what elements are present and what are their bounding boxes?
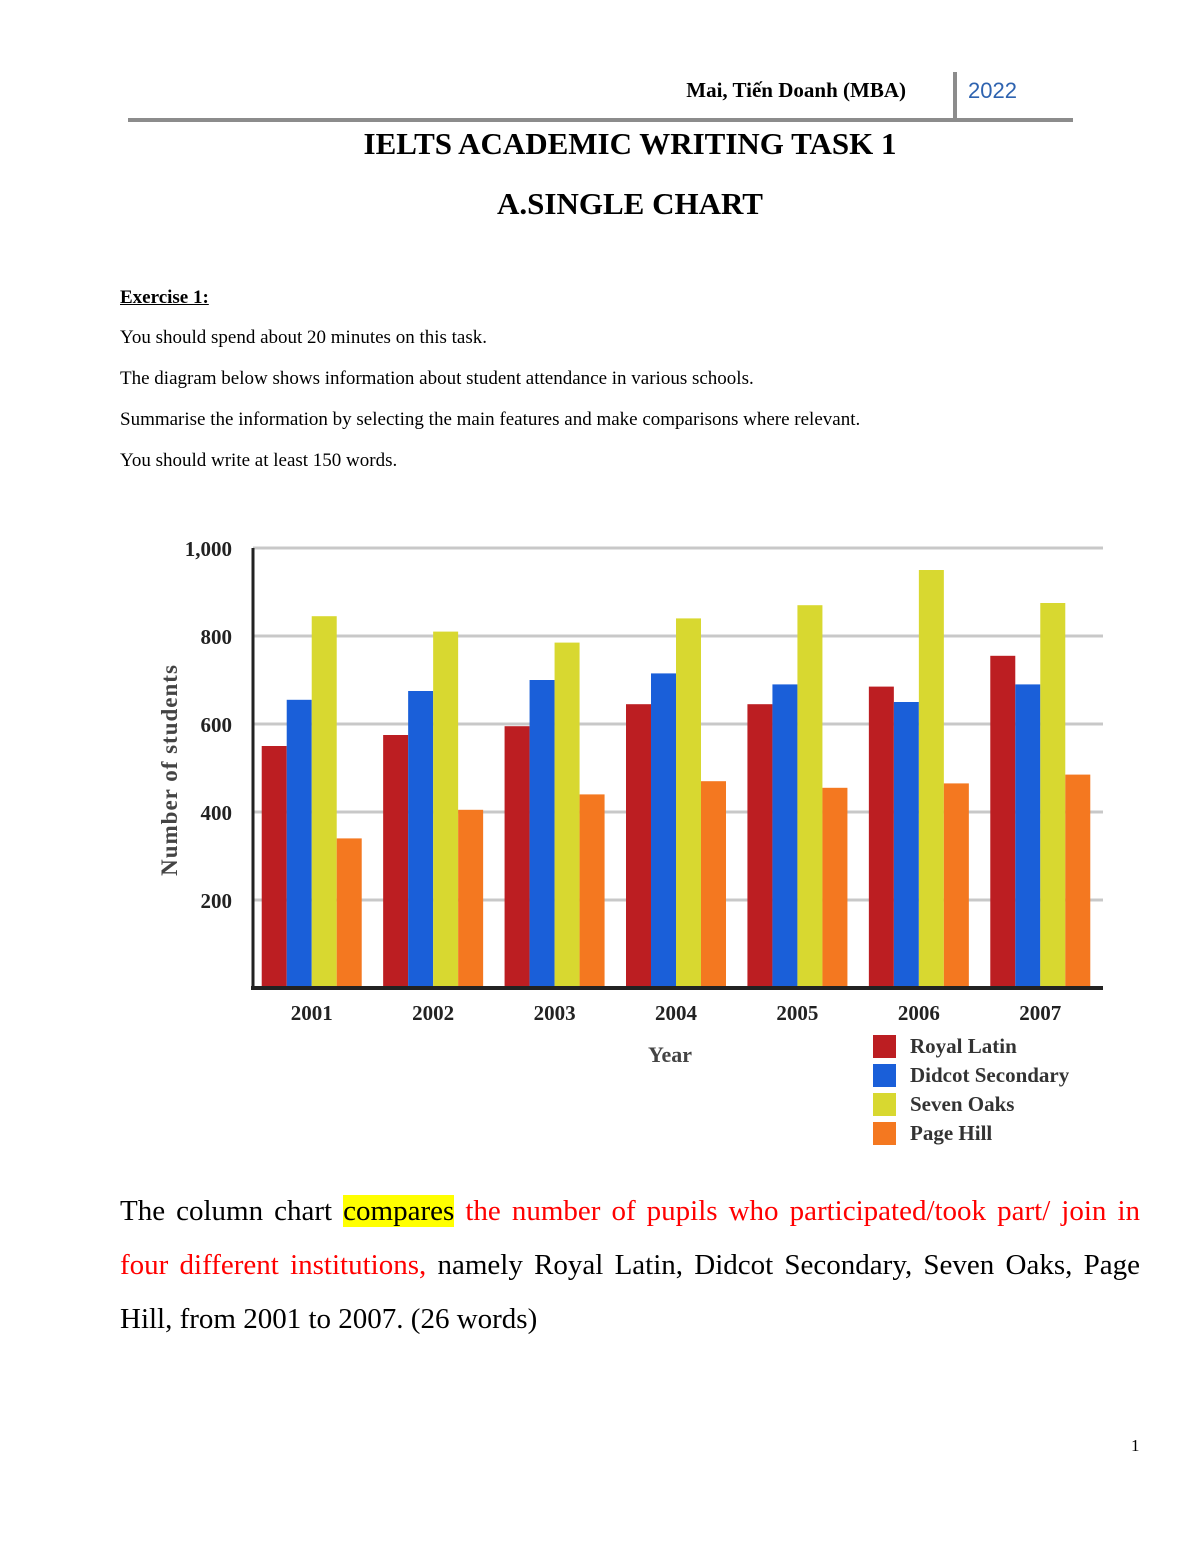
instruction-line-2: The diagram below shows information about student attendance in various schools. [120,368,754,389]
x-tick-label: 2004 [655,1001,697,1025]
legend-label: Seven Oaks [910,1092,1015,1116]
legend-swatch [873,1122,896,1145]
y-tick-label: 200 [200,889,232,913]
bar [337,838,362,988]
bar [530,680,555,988]
bar [505,726,530,988]
chart-legend [873,1032,1069,1148]
x-tick-label: 2006 [897,1001,940,1025]
highlighted-word: compares [343,1195,455,1227]
legend-swatch [873,1093,896,1116]
legend-label: Didcot Secondary [910,1063,1070,1087]
bar [580,794,605,988]
legend-item [873,1090,1069,1119]
bar [458,810,483,988]
attendance-chart [0,520,1200,1160]
bar [651,673,676,988]
bar [797,605,822,988]
y-tick-label: 1,000 [184,537,232,561]
bar [287,700,312,988]
legend-item [873,1032,1069,1061]
legend-label: Royal Latin [910,1034,1017,1058]
answer-paragraph [120,1184,1140,1346]
bar [262,746,287,988]
legend-swatch [873,1064,896,1087]
bar [1015,684,1040,988]
x-axis-title: Year [648,1042,692,1067]
header-rule [128,118,1073,122]
bar [1065,775,1090,988]
bar [312,616,337,988]
x-tick-label: 2005 [776,1001,819,1025]
x-tick-label: 2002 [412,1001,455,1025]
paragraph-rest: namely Royal Latin, Didcot Secondary, Seven Oaks, Page Hill, from 2001 to 2007. (26 words) [120,1249,1140,1335]
bar [869,687,894,988]
paragraph-intro: The column chart [120,1195,344,1227]
page-number: 1 [1131,1436,1140,1455]
bar [1040,603,1065,988]
y-tick-label: 800 [200,625,232,649]
legend-item [873,1061,1069,1090]
section-title: A.SINGLE CHART [497,186,763,221]
x-tick-label: 2001 [290,1001,333,1025]
document-title: IELTS ACADEMIC WRITING TASK 1 [363,126,897,161]
bar [408,691,433,988]
bar [894,702,919,988]
bar [555,643,580,988]
header-author: Mai, Tiến Doanh (MBA) [686,78,906,102]
bar [944,783,969,988]
x-tick-label: 2007 [1019,1001,1062,1025]
bar [433,632,458,988]
bar [626,704,651,988]
instruction-line-3: Summarise the information by selecting the main features and make comparisons where relevant. [120,409,861,430]
paragraph-space [454,1195,465,1227]
bar [990,656,1015,988]
legend-swatch [873,1035,896,1058]
bar [747,704,772,988]
y-tick-label: 600 [200,713,232,737]
instruction-line-4: You should write at least 150 words. [120,450,398,471]
exercise-label: Exercise 1: [120,287,209,308]
header-divider [953,72,957,122]
bar [676,618,701,988]
bar [383,735,408,988]
legend-label: Page Hill [910,1121,993,1145]
x-tick-label: 2003 [533,1001,576,1025]
red-phrase: the number of pupils who participated/took part/ join in four different institutions, [120,1195,1141,1281]
legend-item [873,1119,1069,1148]
bar [701,781,726,988]
bar [919,570,944,988]
y-axis-title: Number of students [157,664,182,876]
instruction-line-1: You should spend about 20 minutes on this task. [120,327,488,348]
y-tick-label: 400 [200,801,232,825]
bar [772,684,797,988]
header-year: 2022 [968,78,1017,103]
bar [822,788,847,988]
